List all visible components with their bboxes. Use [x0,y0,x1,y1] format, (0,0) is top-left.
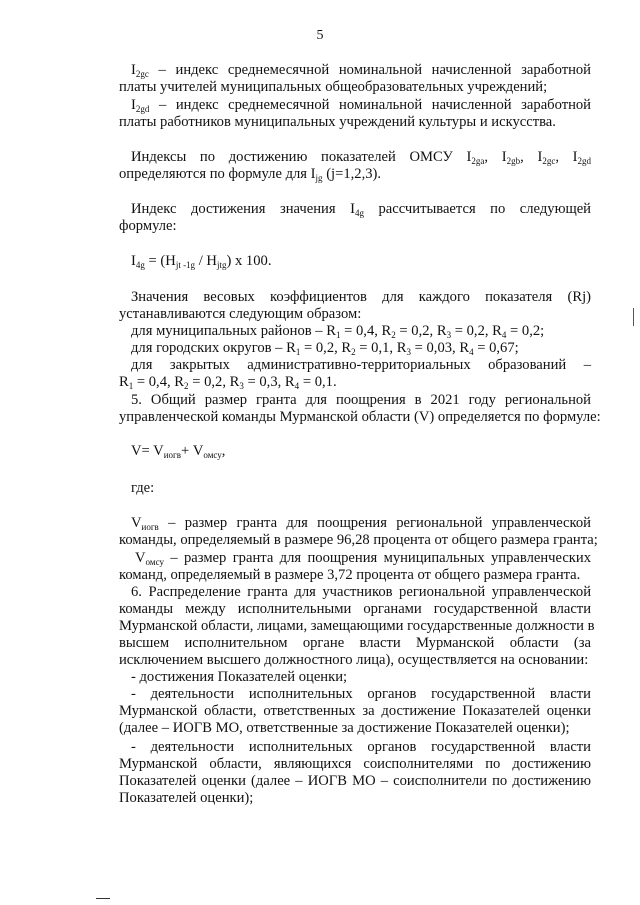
p6-line-3: Мурманской области, лицами, замещающими государственные должности в [119,618,595,634]
v-formula: $V= V_{иогв}+ V_{омсу}$, [131,443,226,460]
bullet2-line-1: - деятельности исполнительных органов государственной власти [131,686,591,702]
bullet3-line-1: - деятельности исполнительных органов государственной власти [131,739,591,755]
p5-line-2: управленческой команды Мурманской области (V) определяется по формуле: [119,409,601,425]
bottom-rule [96,898,110,899]
scan-edge-mark [633,308,638,326]
weights-municipal-districts: для муниципальных районов – $R_1 = 0,4$, $R_2 = 0,2$, $R_3 = 0,2$, $R_4 = 0,2$; [131,323,545,340]
bullet3-line-3: Показателей оценки (далее – ИОГВ МО – соисполнители по достижению [119,773,591,789]
omsu-line-1: Индексы по достижению показателей ОМСУ $I_{2ga}$, $I_{2gb}$, $I_{2gc}$, $I_{2gd}$ [131,149,592,166]
bullet2-line-3: (далее – ИОГВ МО, ответственные за достижение Показателей оценки); [119,720,570,736]
p6-line-1: 6. Распределение гранта для участников региональной управленческой [131,584,591,600]
where-label: где: [131,480,155,496]
bullet3-line-2: Мурманской области, являющихся соисполнителями по достижению [119,756,591,772]
p6-line-2: команды между исполнительными органами государственной власти [119,601,591,617]
p5-line-1: 5. Общий размер гранта для поощрения в 2021 году региональной [131,392,591,408]
i2gc-line-2: платы учителей муниципальных общеобразовательных учреждений; [119,79,548,95]
p6-line-5: исключением высшего должностного лица), осуществляется на основании: [119,652,589,668]
bullet2-line-2: Мурманской области, ответственных за достижение Показателей оценки [119,703,591,719]
i2gc-line-1: $I_{2gc}$ – индекс среднемесячной номинальной начисленной заработной [131,62,591,79]
weights-city-districts: для городских округов – $R_1 = 0,2$, $R_2 = 0,1$, $R_3 = 0,03$, $R_4 = 0,67$; [131,340,519,357]
v-omsu-line-2: команд, определяемый в размере 3,72 процента от общего размера гранта. [119,567,581,583]
p6-line-4: высшем исполнительном органе власти Мурманской области (за [119,635,591,651]
i2gd-line-2: платы работников муниципальных учреждений культуры и искусства. [119,114,556,130]
i4g-formula: $I_{4g} = (H_{jt -1g} / H_{jtg})$ x 100. [131,253,272,270]
bullet3-line-4: Показателей оценки); [119,790,254,806]
omsu-line-2: определяются по формуле для $I_{jg}$ (j=1,2,3). [119,166,382,183]
page-number: 5 [316,28,324,43]
weights-line-1: Значения весовых коэффициентов для каждого показателя (Rj) [131,289,591,305]
weights-closed-line-2: $R_1 = 0,4$, $R_2 = 0,2$, $R_3 = 0,3$, $R_4 = 0,1$. [119,374,337,391]
v-iogv-line-1: $V_{иогв}$ – размер гранта для поощрения региональной управленческой [131,515,591,532]
weights-closed-line-1: для закрытых административно-территориальных образований – [131,357,591,373]
i4g-intro-line-1: Индекс достижения значения $I_{4g}$ рассчитывается по следующей [131,201,591,218]
i2gd-line-1: $I_{2gd}$ – индекс среднемесячной номинальной начисленной заработной [131,97,591,114]
weights-line-2: устанавливаются следующим образом: [119,306,362,322]
i4g-intro-line-2: формуле: [119,218,177,234]
v-iogv-line-2: команды, определяемый в размере 96,28 процента от общего размера гранта; [119,532,598,548]
v-omsu-line-1: $V_{омсу}$ – размер гранта для поощрения муниципальных управленческих [135,550,591,567]
bullet-indicators: - достижения Показателей оценки; [131,669,348,685]
